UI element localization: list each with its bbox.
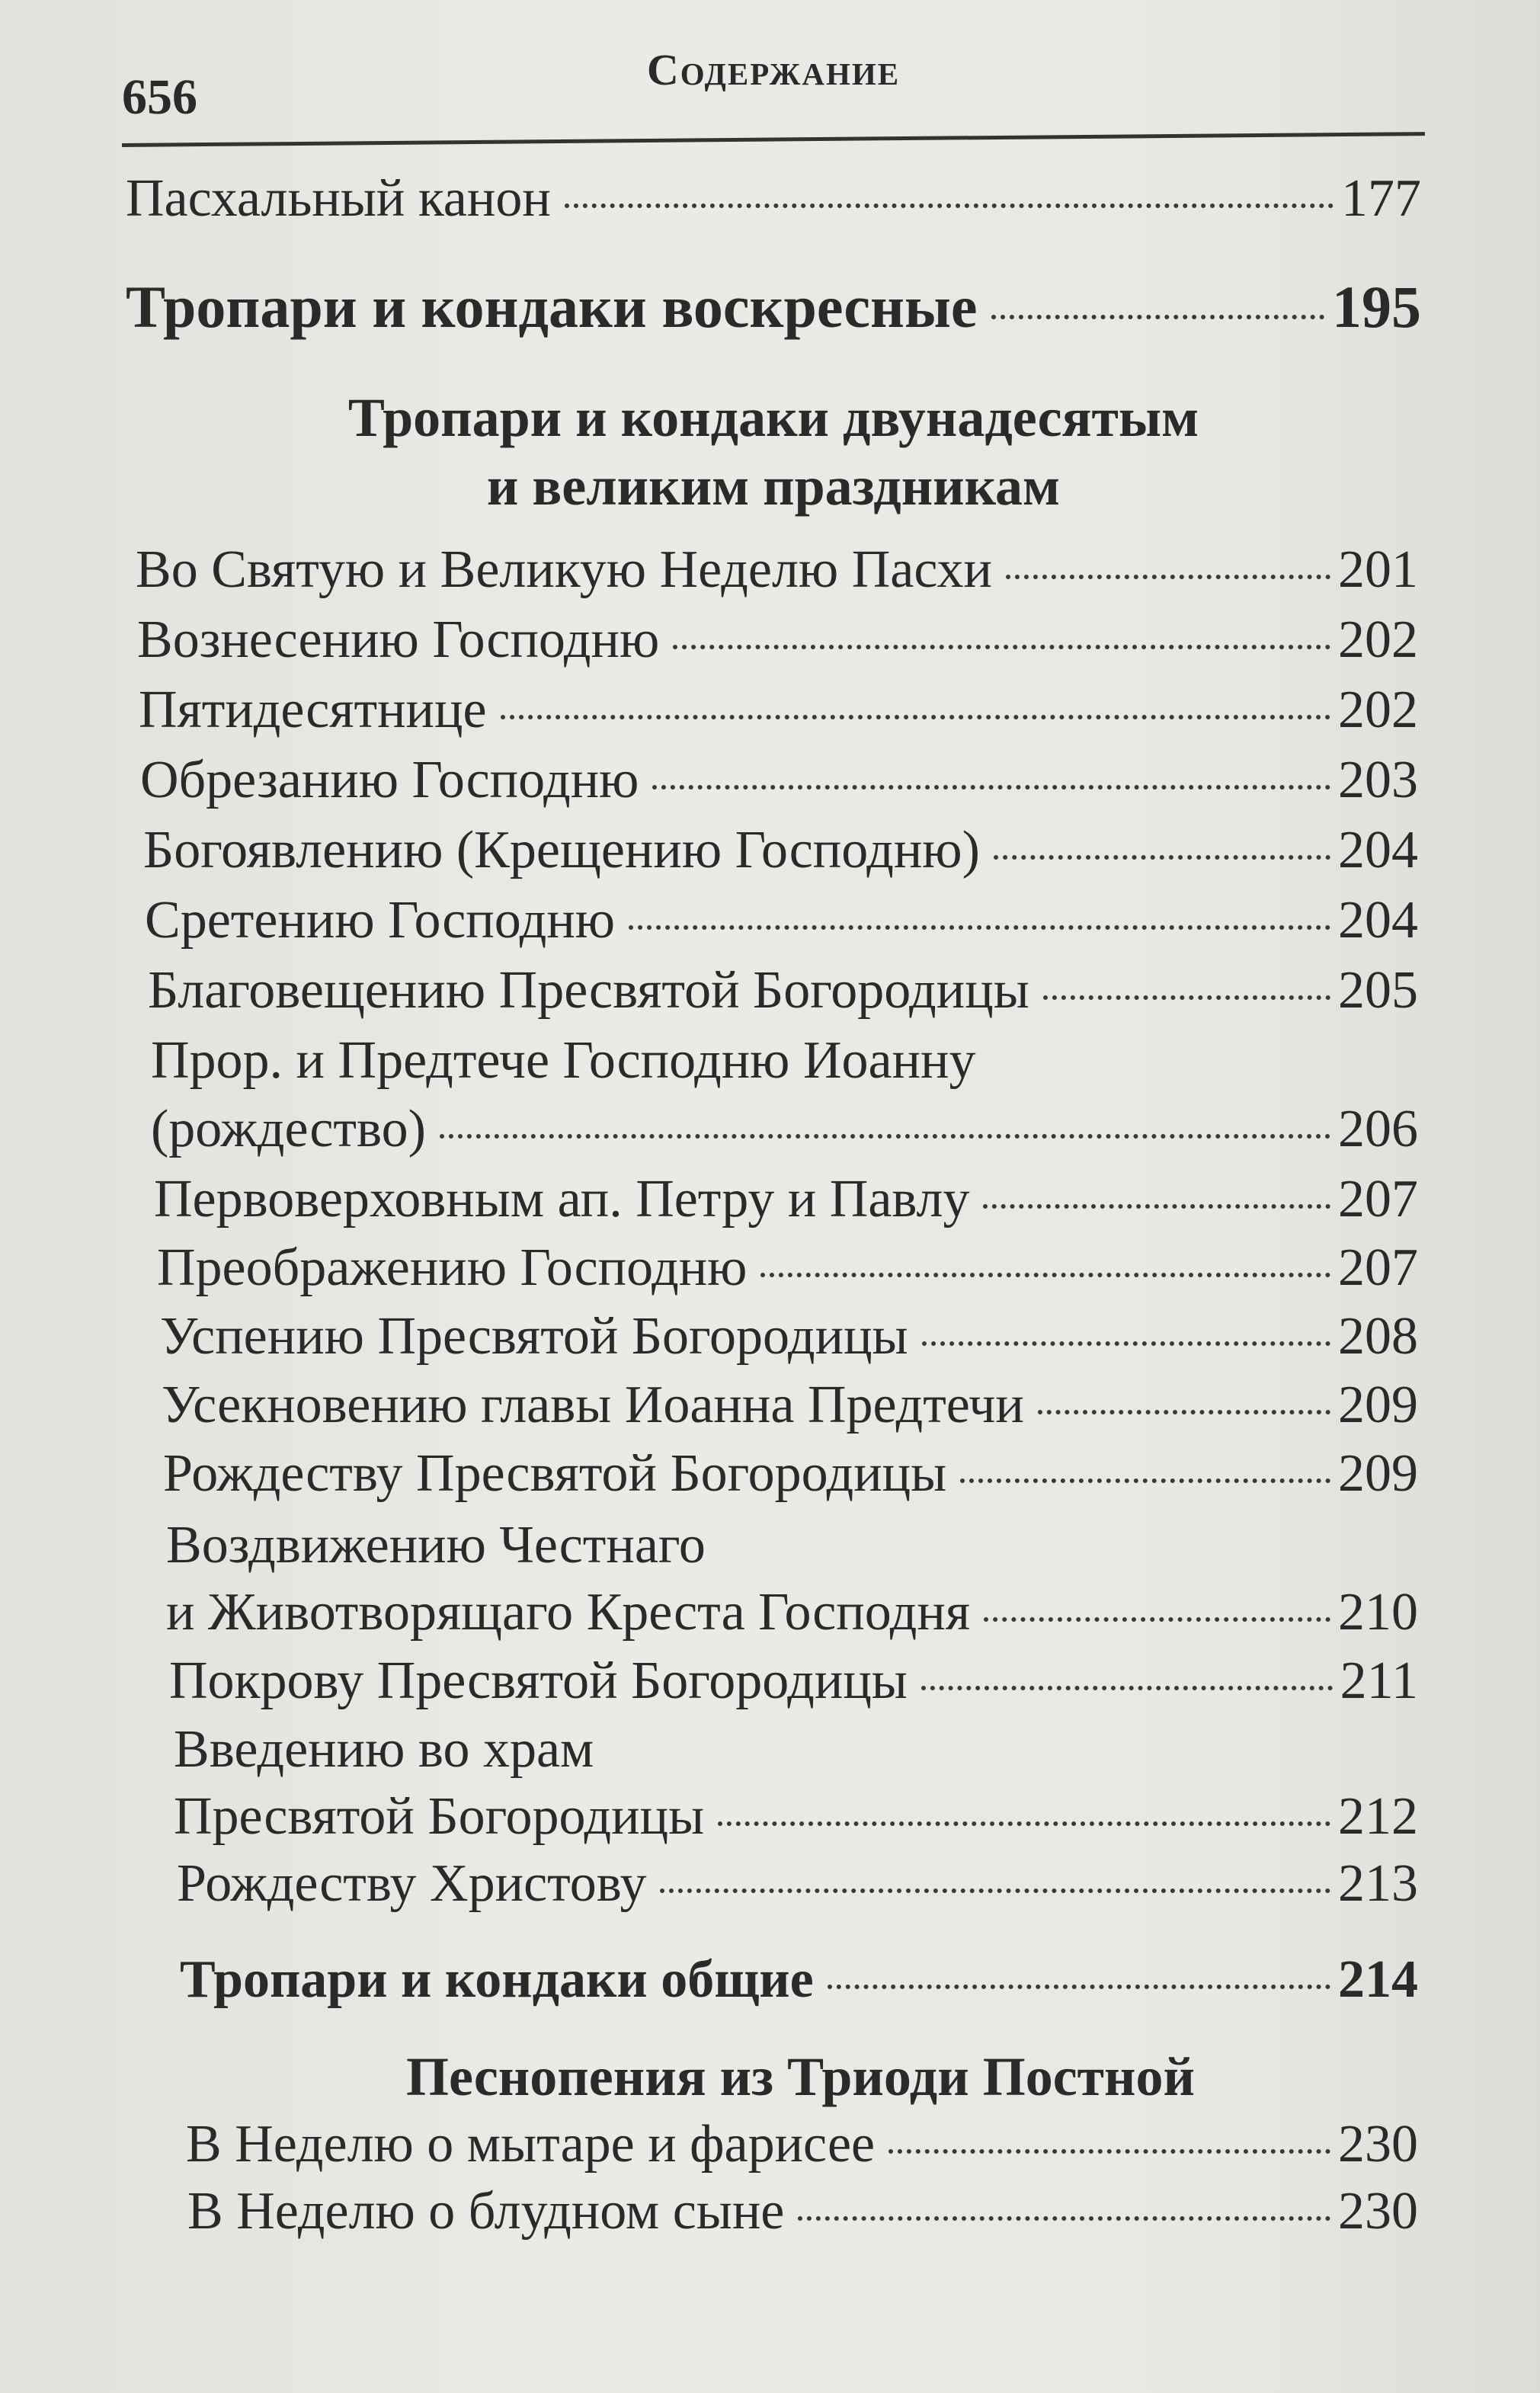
toc-entry-title: В Неделю о мытаре и фарисее bbox=[186, 2115, 876, 2174]
toc-entry bbox=[160, 1304, 1418, 1369]
toc-entry-page: 203 bbox=[1338, 751, 1418, 809]
toc-leader-dots bbox=[629, 925, 1330, 930]
toc-entry-title-line: Прор. и Предтече Господню Иоанну bbox=[151, 1031, 976, 1090]
toc-entry-page: 204 bbox=[1338, 821, 1418, 879]
toc-leader-dots bbox=[718, 1821, 1330, 1826]
toc-entry-page: 177 bbox=[1341, 169, 1421, 228]
toc-entry-page: 207 bbox=[1338, 1170, 1418, 1229]
toc-entry-page: 210 bbox=[1338, 1583, 1418, 1642]
toc-leader-dots bbox=[1043, 995, 1330, 1000]
toc-entry bbox=[169, 1648, 1418, 1714]
toc-entry-title: Вознесению Господню bbox=[137, 610, 660, 669]
toc-entry-title: Пасхальный канон bbox=[126, 169, 551, 228]
toc-entry bbox=[151, 1097, 1418, 1162]
toc-entry bbox=[143, 818, 1418, 883]
toc-entry-title: Преображению Господню bbox=[157, 1238, 748, 1297]
toc-leader-dots bbox=[984, 1617, 1330, 1622]
toc-entry-title: Богоявлению (Крещению Господню) bbox=[143, 821, 980, 879]
toc-entry-page: 207 bbox=[1338, 1238, 1418, 1297]
toc-entry-page: 195 bbox=[1332, 274, 1421, 340]
toc-entry bbox=[140, 748, 1418, 813]
toc-entry-title: Во Святую и Великую Неделю Пасхи bbox=[136, 540, 992, 599]
toc-entry-page: 202 bbox=[1338, 610, 1418, 669]
toc-entry-page: 206 bbox=[1338, 1100, 1418, 1158]
toc-entry bbox=[174, 1784, 1418, 1850]
toc-leader-dots bbox=[991, 315, 1324, 319]
toc-entry bbox=[186, 2112, 1418, 2177]
toc-entry bbox=[163, 1441, 1418, 1507]
toc-entry bbox=[145, 888, 1418, 953]
toc-entry-title: В Неделю о блудном сыне bbox=[187, 2182, 785, 2241]
toc-entry bbox=[166, 1580, 1418, 1645]
toc-leader-dots bbox=[888, 2149, 1330, 2154]
toc-leader-dots bbox=[501, 715, 1330, 719]
toc-entry-page: 204 bbox=[1338, 891, 1418, 950]
toc-leader-dots bbox=[921, 1686, 1333, 1690]
toc-entry-title: Пресвятой Богородицы bbox=[174, 1787, 705, 1846]
section-heading: Тропари и кондаки двунадесятым bbox=[347, 387, 1199, 448]
toc-leader-dots bbox=[1038, 1410, 1330, 1414]
toc-entry-page: 230 bbox=[1338, 2115, 1418, 2174]
toc-entry-page: 209 bbox=[1338, 1376, 1418, 1434]
toc-leader-dots bbox=[798, 2216, 1330, 2221]
toc-entry-page: 205 bbox=[1338, 961, 1418, 1020]
toc-leader-dots bbox=[994, 855, 1330, 860]
toc-entry bbox=[126, 166, 1421, 232]
toc-entry-page: 202 bbox=[1338, 681, 1418, 739]
toc-entry-title-line: Введению во храм bbox=[174, 1720, 594, 1779]
toc-entry-page: 201 bbox=[1338, 540, 1418, 599]
toc-entry-title: Успению Пресвятой Богородицы bbox=[160, 1307, 908, 1366]
toc-leader-dots bbox=[983, 1204, 1330, 1209]
toc-entry-page: 209 bbox=[1338, 1444, 1418, 1503]
toc-entry-page: 230 bbox=[1338, 2182, 1418, 2241]
toc-entry-title: Тропари и кондаки воскресные bbox=[126, 274, 978, 340]
toc-entry-title: Первоверховным ап. Петру и Павлу bbox=[154, 1170, 970, 1229]
toc-leader-dots bbox=[828, 1985, 1330, 1989]
toc-leader-dots bbox=[960, 1478, 1330, 1483]
toc-entry bbox=[177, 1851, 1418, 1917]
toc-entry-title: и Животворящаго Креста Господня bbox=[166, 1583, 971, 1642]
toc-entry-title: Рождеству Христову bbox=[177, 1854, 647, 1913]
toc-leader-dots bbox=[565, 203, 1333, 208]
toc-entry bbox=[187, 2179, 1418, 2244]
toc-entry-page: 208 bbox=[1338, 1307, 1418, 1366]
toc-entry-title-line: Воздвижению Честнаго bbox=[166, 1516, 706, 1575]
toc-entry bbox=[154, 1167, 1418, 1232]
toc-leader-dots bbox=[760, 1273, 1330, 1277]
toc-leader-dots bbox=[440, 1134, 1330, 1139]
toc-entry-title: Покрову Пресвятой Богородицы bbox=[169, 1651, 908, 1710]
toc-entry bbox=[136, 537, 1418, 603]
toc-entry-title: Тропари и кондаки общие bbox=[180, 1950, 814, 2009]
toc-entry-title: Сретению Господню bbox=[145, 891, 616, 950]
toc-leader-dots bbox=[652, 785, 1330, 790]
toc-leader-dots bbox=[922, 1341, 1330, 1346]
toc-entry bbox=[162, 1373, 1418, 1438]
toc-leader-dots bbox=[673, 645, 1330, 649]
toc-entry bbox=[137, 607, 1418, 673]
toc-entry-title: (рождество) bbox=[151, 1100, 426, 1158]
toc-entry bbox=[157, 1235, 1418, 1301]
toc-entry-page: 211 bbox=[1340, 1651, 1418, 1710]
page-number: 656 bbox=[122, 69, 197, 125]
toc-entry-title: Пятидесятнице bbox=[139, 681, 487, 739]
toc-entry-page: 212 bbox=[1338, 1787, 1418, 1846]
toc-section-entry bbox=[180, 1947, 1418, 2013]
section-heading: и великим праздникам bbox=[486, 456, 1061, 517]
toc-entry-title: Благовещению Пресвятой Богородицы bbox=[148, 961, 1029, 1020]
running-title: Содержание bbox=[646, 45, 901, 95]
toc-leader-dots bbox=[660, 1888, 1330, 1893]
toc-entry-page: 214 bbox=[1338, 1950, 1418, 2009]
toc-entry-title: Усекновению главы Иоанна Предтечи bbox=[162, 1376, 1024, 1434]
toc-leader-dots bbox=[1006, 575, 1330, 579]
toc-entry-page: 213 bbox=[1338, 1854, 1418, 1913]
section-heading: Песнопения из Триоди Постной bbox=[406, 2046, 1195, 2107]
toc-entry bbox=[139, 678, 1418, 743]
toc-entry-title: Обрезанию Господню bbox=[140, 751, 639, 809]
toc-entry-title: Рождеству Пресвятой Богородицы bbox=[163, 1444, 947, 1503]
toc-entry bbox=[148, 958, 1418, 1024]
toc-section-entry bbox=[126, 274, 1421, 340]
